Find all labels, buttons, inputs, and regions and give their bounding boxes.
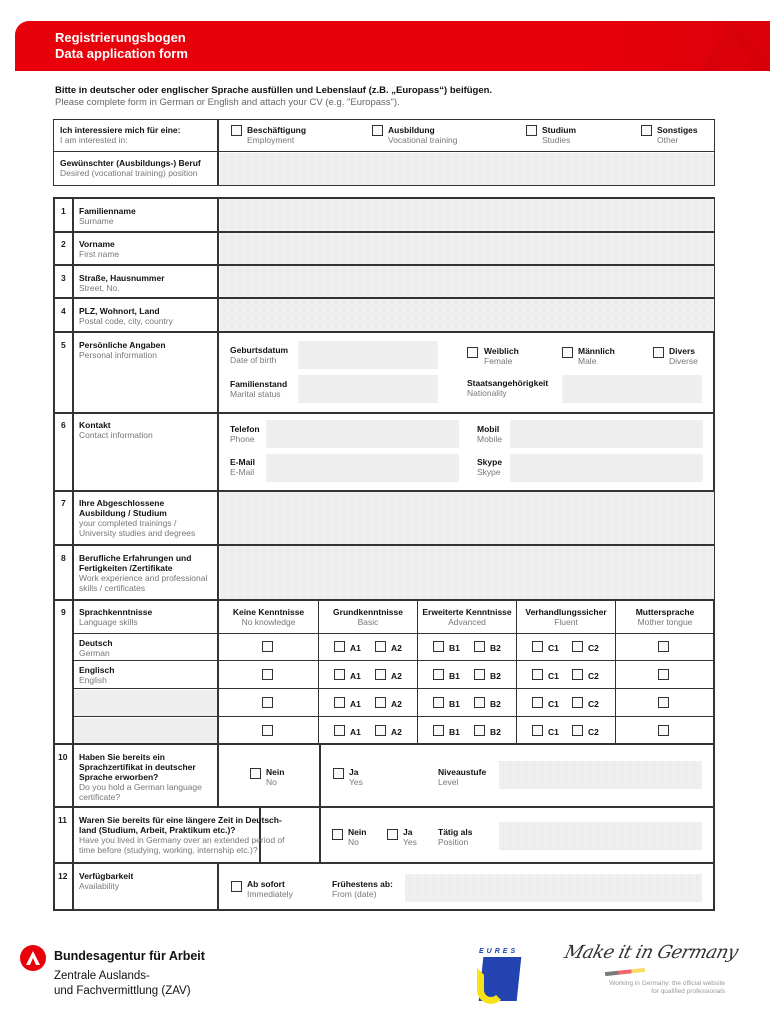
col-fluent: Verhandlungssicher Fluent xyxy=(525,607,607,627)
marital-status-input[interactable] xyxy=(298,375,438,403)
row-number: 1 xyxy=(61,206,66,216)
german-c1-checkbox[interactable] xyxy=(532,641,543,652)
row-number: 2 xyxy=(61,239,66,249)
interest-employment-checkbox[interactable] xyxy=(231,125,242,136)
lived-no-checkbox[interactable] xyxy=(332,829,343,840)
lang3-mother-tongue-checkbox[interactable] xyxy=(658,697,669,708)
ba-name: Bundesagentur für Arbeit xyxy=(54,949,205,963)
language-skills-label: Sprachkenntnisse Language skills xyxy=(79,607,153,627)
work-experience-label: Berufliche Erfahrungen und Fertigkeiten /Zertifikate Work experience and professional skills / certificates xyxy=(79,553,208,593)
col-no-knowledge: Keine Kenntnisse No knowledge xyxy=(232,607,305,627)
interest-vocational-label: Ausbildung Vocational training xyxy=(388,125,458,145)
gender-diverse-label: Divers Diverse xyxy=(669,346,698,366)
postal-city-country-input[interactable] xyxy=(220,299,714,331)
gender-diverse-checkbox[interactable] xyxy=(653,347,664,358)
completed-education-label: Ihre Abgeschlossene Ausbildung / Studium your completed trainings / University studies and degrees xyxy=(79,498,196,538)
lang3-a1-checkbox[interactable] xyxy=(334,697,345,708)
form-title xyxy=(55,30,188,62)
interest-vocational-checkbox[interactable] xyxy=(372,125,383,136)
level-c1-label: C1 xyxy=(548,699,559,709)
row-number: 9 xyxy=(61,607,66,617)
available-immediately-label: Ab sofort Immediately xyxy=(247,879,293,899)
header-banner xyxy=(15,21,770,71)
dob-label: Geburtsdatum Date of birth xyxy=(230,345,289,365)
gender-female-checkbox[interactable] xyxy=(467,347,478,358)
english-none-checkbox[interactable] xyxy=(262,669,273,680)
level-a1-label: A1 xyxy=(350,699,361,709)
interest-employment-label: Beschäftigung Employment xyxy=(247,125,307,145)
german-mother-tongue-checkbox[interactable] xyxy=(658,641,669,652)
available-from-label: Frühestens ab: From (date) xyxy=(332,879,393,899)
row-number: 11 xyxy=(58,815,67,825)
german-none-checkbox[interactable] xyxy=(262,641,273,652)
available-from-input[interactable] xyxy=(405,874,702,902)
available-immediately-checkbox[interactable] xyxy=(231,881,242,892)
lived-position-input[interactable] xyxy=(499,822,702,850)
level-a1-label: A1 xyxy=(350,643,361,653)
row-number: 3 xyxy=(61,273,66,283)
german-b1-checkbox[interactable] xyxy=(433,641,444,652)
lang4-b2-checkbox[interactable] xyxy=(474,725,485,736)
english-mother-tongue-checkbox[interactable] xyxy=(658,669,669,680)
level-b2-label: B2 xyxy=(490,727,501,737)
eures-logo-icon xyxy=(477,948,521,1004)
level-b1-label: B1 xyxy=(449,671,460,681)
level-a2-label: A2 xyxy=(391,643,402,653)
lang4-mother-tongue-checkbox[interactable] xyxy=(658,725,669,736)
phone-label: Telefon Phone xyxy=(230,424,260,444)
col-advanced: Erweiterte Kenntnisse Advanced xyxy=(422,607,512,627)
col-mother-tongue: Muttersprache Mother tongue xyxy=(635,607,695,627)
make-it-in-germany-logo xyxy=(562,940,741,1000)
german-a2-checkbox[interactable] xyxy=(375,641,386,652)
surname-input[interactable] xyxy=(220,199,714,231)
marital-status-label: Familienstand Marital status xyxy=(230,379,288,399)
nationality-input[interactable] xyxy=(562,375,702,403)
eures-text: EURES xyxy=(479,948,519,955)
certificate-level-label: Niveaustufe Level xyxy=(438,767,487,787)
lang4-a2-checkbox[interactable] xyxy=(375,725,386,736)
agency-arrow-watermark-icon xyxy=(680,21,770,71)
street-label: Straße, Hausnummer Street, No. xyxy=(79,273,165,293)
desired-position-label: Gewünschter (Ausbildungs-) Beruf Desired (vocational training) position xyxy=(60,158,201,178)
col-basic: Grundkenntnisse Basic xyxy=(333,607,403,627)
skype-input[interactable] xyxy=(510,454,703,482)
completed-education-input[interactable] xyxy=(220,492,714,544)
first-name-label: Vorname First name xyxy=(79,239,120,259)
german-a1-checkbox[interactable] xyxy=(334,641,345,652)
level-a1-label: A1 xyxy=(350,727,361,737)
certificate-yes-label: Ja Yes xyxy=(349,767,363,787)
street-input[interactable] xyxy=(220,266,714,297)
gender-female-label: Weiblich Female xyxy=(484,346,519,366)
language-4-input[interactable] xyxy=(74,718,217,743)
lang4-c2-checkbox[interactable] xyxy=(572,725,583,736)
lang3-c1-checkbox[interactable] xyxy=(532,697,543,708)
mobile-label: Mobil Mobile xyxy=(477,424,503,444)
row-number: 5 xyxy=(61,340,66,350)
language-german-label: Deutsch German xyxy=(79,638,113,658)
row-number: 7 xyxy=(61,498,66,508)
interest-other-checkbox[interactable] xyxy=(641,125,652,136)
lived-yes-label: Ja Yes xyxy=(403,827,417,847)
email-label: E-Mail E-Mail xyxy=(230,457,256,477)
instructions xyxy=(55,85,492,109)
row-number: 6 xyxy=(61,420,66,430)
english-c2-checkbox[interactable] xyxy=(572,669,583,680)
instructions-en: Please complete form in German or English and attach your CV (e.g. "Europass"). xyxy=(55,97,400,108)
lang3-c2-checkbox[interactable] xyxy=(572,697,583,708)
interest-studies-label: Studium Studies xyxy=(542,125,576,145)
surname-label: Familienname Surname xyxy=(79,206,136,226)
lang3-none-checkbox[interactable] xyxy=(262,697,273,708)
lang4-b1-checkbox[interactable] xyxy=(433,725,444,736)
title-en: Data application form xyxy=(55,46,188,61)
title-de: Registrierungsbogen xyxy=(55,30,186,45)
postal-city-country-label: PLZ, Wohnort, Land Postal code, city, country xyxy=(79,306,173,326)
level-c2-label: C2 xyxy=(588,643,599,653)
skype-label: Skype Skype xyxy=(477,457,503,477)
english-a2-checkbox[interactable] xyxy=(375,669,386,680)
personal-info-label: Persönliche Angaben Personal information xyxy=(79,340,166,360)
lived-in-germany-label: Waren Sie bereits für eine längere Zeit in Deutsch- land (Studium, Arbeit, Praktikum etc.)? Have you lived in Germany over an extended period of time before (studying, working, internship etc.)? xyxy=(79,815,285,855)
lived-no-label: Nein No xyxy=(348,827,367,847)
level-c2-label: C2 xyxy=(588,671,599,681)
row-number: 4 xyxy=(61,306,66,316)
english-c1-checkbox[interactable] xyxy=(532,669,543,680)
level-b2-label: B2 xyxy=(490,699,501,709)
level-c2-label: C2 xyxy=(588,727,599,737)
certificate-yes-checkbox[interactable] xyxy=(333,768,344,779)
mig-subtitle: Working in Germany: the official website for qualified professionals xyxy=(609,980,725,995)
german-b2-checkbox[interactable] xyxy=(474,641,485,652)
level-c2-label: C2 xyxy=(588,699,599,709)
language-3-input[interactable] xyxy=(74,690,217,716)
interest-other-label: Sonstiges Other xyxy=(657,125,698,145)
desired-position-input[interactable] xyxy=(220,153,714,185)
english-a1-checkbox[interactable] xyxy=(334,669,345,680)
lang3-b2-checkbox[interactable] xyxy=(474,697,485,708)
interest-studies-checkbox[interactable] xyxy=(526,125,537,136)
level-b2-label: B2 xyxy=(490,643,501,653)
lang3-b1-checkbox[interactable] xyxy=(433,697,444,708)
lived-position-label: Tätig als Position xyxy=(438,827,473,847)
row-number: 10 xyxy=(58,752,68,762)
row-number: 12 xyxy=(58,871,68,881)
work-experience-input[interactable] xyxy=(220,546,714,599)
nationality-label: Staatsangehörigkeit Nationality xyxy=(467,378,549,398)
german-c2-checkbox[interactable] xyxy=(572,641,583,652)
level-c1-label: C1 xyxy=(548,671,559,681)
level-b1-label: B1 xyxy=(449,727,460,737)
certificate-no-checkbox[interactable] xyxy=(250,768,261,779)
english-b1-checkbox[interactable] xyxy=(433,669,444,680)
language-certificate-label: Haben Sie bereits ein Sprachzertifikat in deutscher Sprache erworben? Do you hold a German language certificate? xyxy=(79,752,202,802)
level-a2-label: A2 xyxy=(391,699,402,709)
level-c1-label: C1 xyxy=(548,643,559,653)
certificate-level-input[interactable] xyxy=(499,761,702,789)
mig-signature: Make it in Germany xyxy=(562,942,741,963)
lang4-none-checkbox[interactable] xyxy=(262,725,273,736)
certificate-no-label: Nein No xyxy=(266,767,285,787)
gender-male-label: Männlich Male xyxy=(578,346,615,366)
level-b1-label: B1 xyxy=(449,643,460,653)
email-input[interactable] xyxy=(266,454,459,482)
english-b2-checkbox[interactable] xyxy=(474,669,485,680)
mobile-input[interactable] xyxy=(510,420,703,448)
level-a1-label: A1 xyxy=(350,671,361,681)
lived-yes-checkbox[interactable] xyxy=(387,829,398,840)
first-name-input[interactable] xyxy=(220,233,714,264)
availability-label: Verfügbarkeit Availability xyxy=(79,871,134,891)
german-flag-stripe-icon xyxy=(605,968,645,976)
row-number: 8 xyxy=(61,553,66,563)
interest-label: Ich interessiere mich für eine: I am interested in: xyxy=(60,125,181,145)
lang3-a2-checkbox[interactable] xyxy=(375,697,386,708)
level-c1-label: C1 xyxy=(548,727,559,737)
phone-input[interactable] xyxy=(266,420,459,448)
lang4-c1-checkbox[interactable] xyxy=(532,725,543,736)
level-b2-label: B2 xyxy=(490,671,501,681)
level-a2-label: A2 xyxy=(391,671,402,681)
level-a2-label: A2 xyxy=(391,727,402,737)
lang4-a1-checkbox[interactable] xyxy=(334,725,345,736)
language-english-label: Englisch English xyxy=(79,665,115,685)
ba-arrow-logo-icon xyxy=(20,945,46,971)
instructions-de: Bitte in deutscher oder englischer Sprache ausfüllen und Lebenslauf (z.B. „Europass“) beifügen. xyxy=(55,85,493,96)
gender-male-checkbox[interactable] xyxy=(562,347,573,358)
level-b1-label: B1 xyxy=(449,699,460,709)
contact-label: Kontakt Contact information xyxy=(79,420,153,440)
dob-input[interactable] xyxy=(298,341,438,369)
ba-subtitle: Zentrale Auslands- und Fachvermittlung (ZAV) xyxy=(54,970,191,997)
